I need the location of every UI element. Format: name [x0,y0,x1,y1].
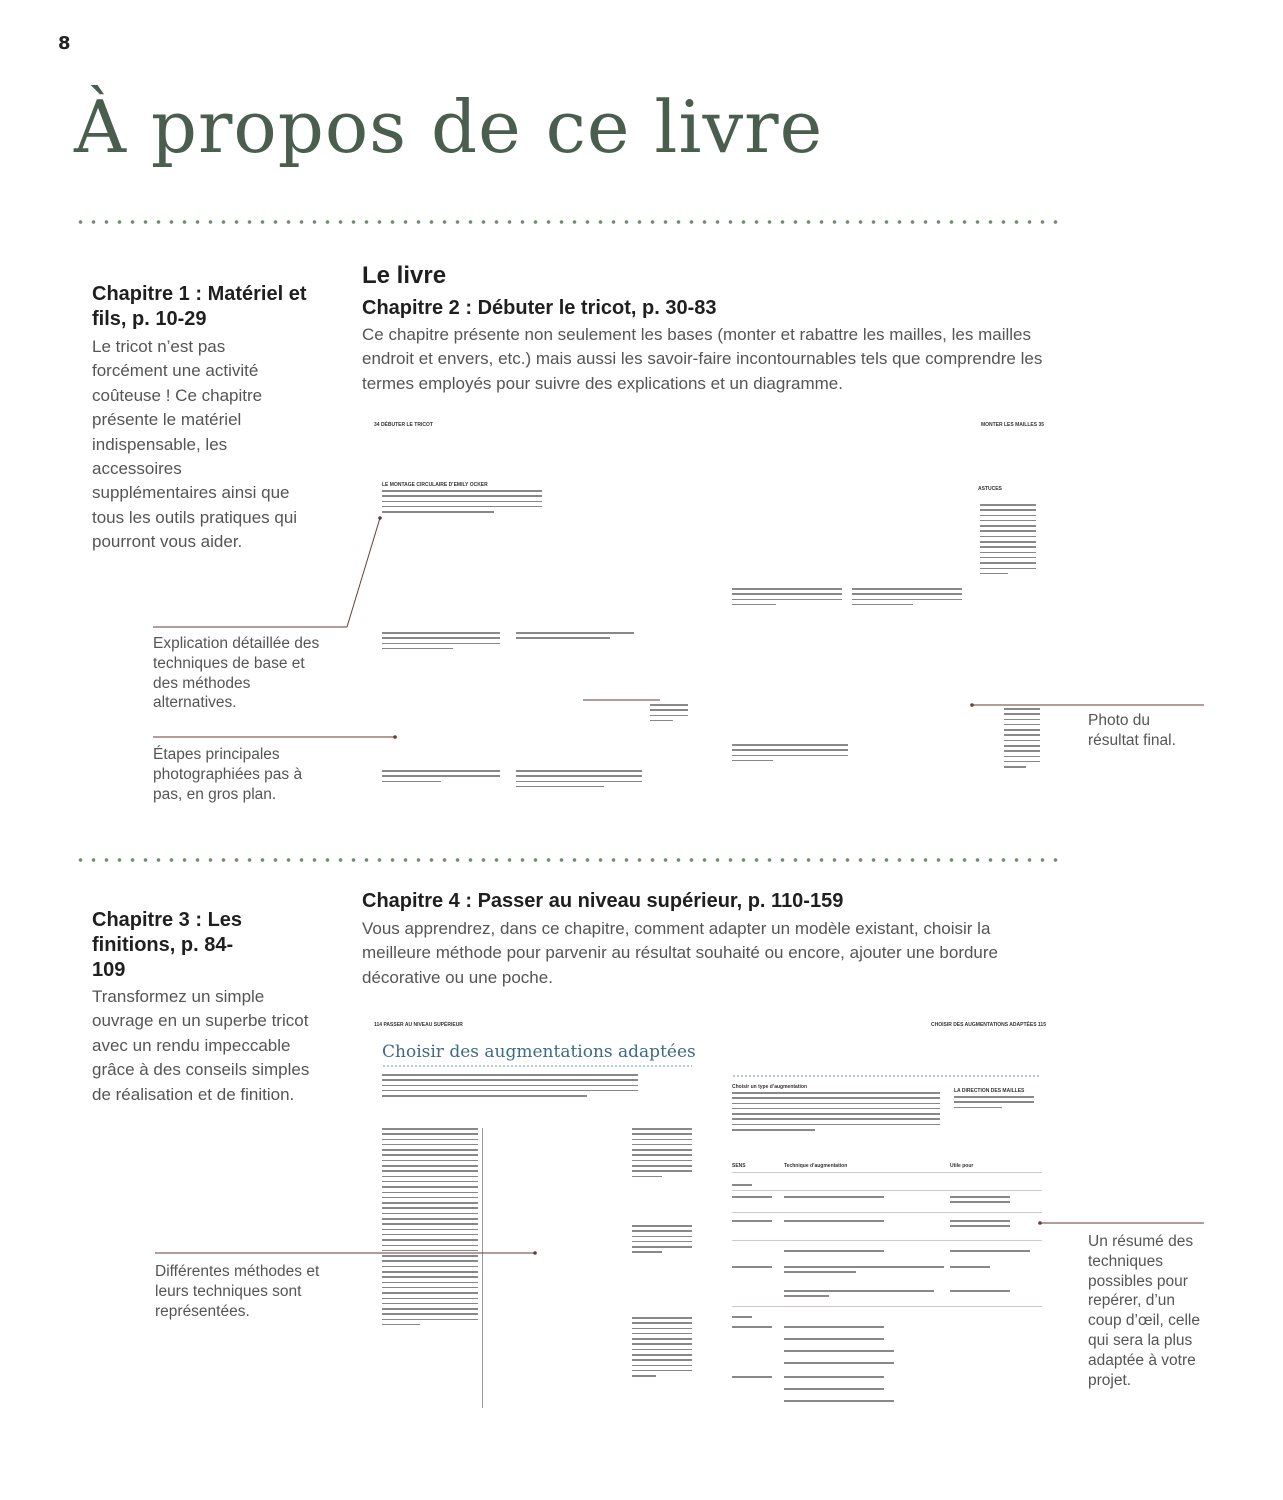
spread2-right-box-title: Choisir un type d’augmentation [732,1084,808,1090]
chapter3-title: Chapitre 3 : Les finitions, p. 84-109 [92,909,243,981]
page-title: À propos de ce livre [74,85,824,169]
section-heading-le-livre: Le livre [362,262,447,289]
spread-intro-title: LE MONTAGE CIRCULAIRE D’EMILY OCKER [382,482,488,488]
spread2-right-header: CHOISIR DES AUGMENTATIONS ADAPTÉES 115 [930,1022,1046,1028]
spread-left-header: 34 DÉBUTER LE TRICOT [374,422,433,428]
chapter4-text: Vous apprendrez, dans ce chapitre, comment adapter un modèle existant, choisir la meilleure méthode pour parvenir au résultat souhaité ou encore, ajouter une bordure décorative ou une poche. [362,919,999,987]
annotation-detailed-explanation: Explication détaillée des techniques de base et des méthodes alternatives. [153,635,320,712]
chapter3-text: Transformez un simple ouvrage en un superbe tricot avec un rendu impeccable grâce à des conseils simples de réalisation et de finition. [92,987,310,1104]
spread-right-header: MONTER LES MAILLES 35 [980,422,1044,428]
spread-astuces-title: ASTUCES [978,486,1002,492]
annotation-methods: Différentes méthodes et leurs techniques sont représentées. [155,1263,320,1320]
spread2-table-header-sens: SENS [732,1163,746,1169]
chapter2-title: Chapitre 2 : Débuter le tricot, p. 30-83 [362,297,717,319]
annotation-summary: Un résumé des techniques possibles pour repérer, d’un coup d’œil, celle qui sera la plus adaptée à votre projet. [1088,1233,1200,1389]
spread2-table-header-technique: Technique d’augmentation [784,1163,848,1169]
page-number: 8 [58,33,71,54]
spread2-table-header-utile: Utile pour [950,1163,974,1169]
chapter1-text: Le tricot n’est pas forcément une activité coûteuse ! Ce chapitre présente le matériel indispensable, les accessoires supplémentaires ainsi que tous les outils pratiques qui pourront vous aider. [92,337,298,552]
spread2-direction-title: LA DIRECTION DES MAILLES [954,1088,1025,1094]
chapter1-title: Chapitre 1 : Matériel et fils, p. 10-29 [92,283,307,330]
spread2-title: Choisir des augmentations adaptées [382,1042,696,1062]
chapter4-title: Chapitre 4 : Passer au niveau supérieur, p. 110-159 [362,890,844,912]
annotation-steps: Étapes principales photographiées pas à pas, en gros plan. [153,746,303,803]
chapter2-text: Ce chapitre présente non seulement les bases (monter et rabattre les mailles, les mailles endroit et envers, etc.) mais aussi les savoir-faire incontournables tels que comprendre les termes employés pour suivre des explications et un diagramme. [362,325,1043,393]
spread2-left-header: 114 PASSER AU NIVEAU SUPÉRIEUR [374,1022,463,1028]
annotation-photo: Photo du résultat final. [1088,712,1176,749]
